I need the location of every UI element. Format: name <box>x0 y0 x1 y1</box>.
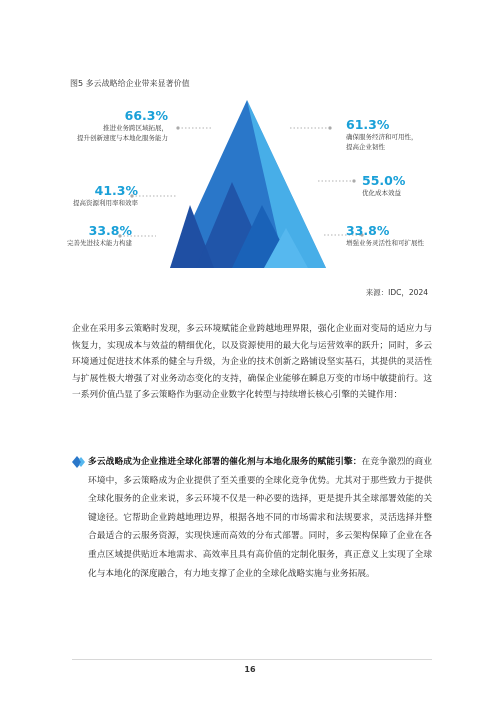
stat-left-1 <box>77 109 168 143</box>
stat-desc: 推进业务跨区域拓展， <box>103 124 168 132</box>
stat-desc: 提升创新速度与本地化服务能力 <box>77 134 168 142</box>
body-paragraph: 企业在采用多云策略时发现，多云环境赋能企业跨越地理界限，强化企业面对变局的适应力与恢复力，实现成本与效益的精细优化，以及资源使用的最大化与运营效率的跃升；同时，多云环境通过促进技术体系的健全与升级，为企业的技术创新之路铺设坚实基石，其提供的灵活性与扩展性极大增强了对业务动态变化的支持，确保企业能够在瞬息万变的市场中敏捷前行。这一系列价值凸显了多云策略作为驱动企业数字化转型与持续增长核心引擎的关键作用： <box>72 324 432 400</box>
stat-value: 61.3% <box>346 117 390 132</box>
stat-left-2 <box>73 184 138 208</box>
stat-value: 33.8% <box>346 223 390 238</box>
bullet-content <box>72 453 432 583</box>
page-number: 16 <box>244 665 256 674</box>
bullet-lead: 多云战略成为企业推进全球化部署的催化剂与本地化服务的赋能引擎： <box>88 457 362 467</box>
stat-value: 33.8% <box>88 223 132 238</box>
stat-value: 66.3% <box>124 108 168 123</box>
stat-desc: 完善先进技术能力构建 <box>67 239 132 247</box>
stat-desc: 增强业务灵活性和可扩展性 <box>346 239 424 247</box>
stat-desc: 确保服务经济和可用性， <box>346 133 418 141</box>
stat-left-3 <box>67 224 132 248</box>
stat-desc: 提高企业韧性 <box>346 143 385 151</box>
stat-value: 55.0% <box>362 173 406 188</box>
bullet-body: 在竞争激烈的商业环境中，多云策略成为企业提供了至关重要的全球化竞争优势。尤其对于那些致力于提供全球化服务的企业来说，多云环境不仅是一种必要的选择，更是提升其全球部署效能的关键途径。它帮助企业跨越地理边界，根据各地不同的市场需求和法规要求，灵活选择并整合最适合的云服务资源，实现快速而高效的分布式部署。同时，多云架构保障了企业在各重点区域提供贴近本地需求、高效率且具有高价值的定制化服务，真正意义上实现了全球化与本地化的深度融合，有力地支撑了企业的全球化战略实施与业务拓展。 <box>88 457 433 579</box>
bullet-item <box>72 453 432 583</box>
diamond-bullet-icon <box>72 456 86 468</box>
stat-right-3 <box>346 224 424 248</box>
stat-desc: 提高资源利用率和效率 <box>73 199 138 207</box>
footer-divider <box>72 659 432 660</box>
figure-source: 来源：IDC，2024 <box>365 288 428 297</box>
stat-right-1 <box>346 118 418 152</box>
stat-value: 41.3% <box>94 183 138 198</box>
stat-desc: 优化成本效益 <box>362 189 401 197</box>
stat-right-2 <box>362 174 405 198</box>
figure-title: 图5 多云战略给企业带来显著价值 <box>70 79 190 88</box>
